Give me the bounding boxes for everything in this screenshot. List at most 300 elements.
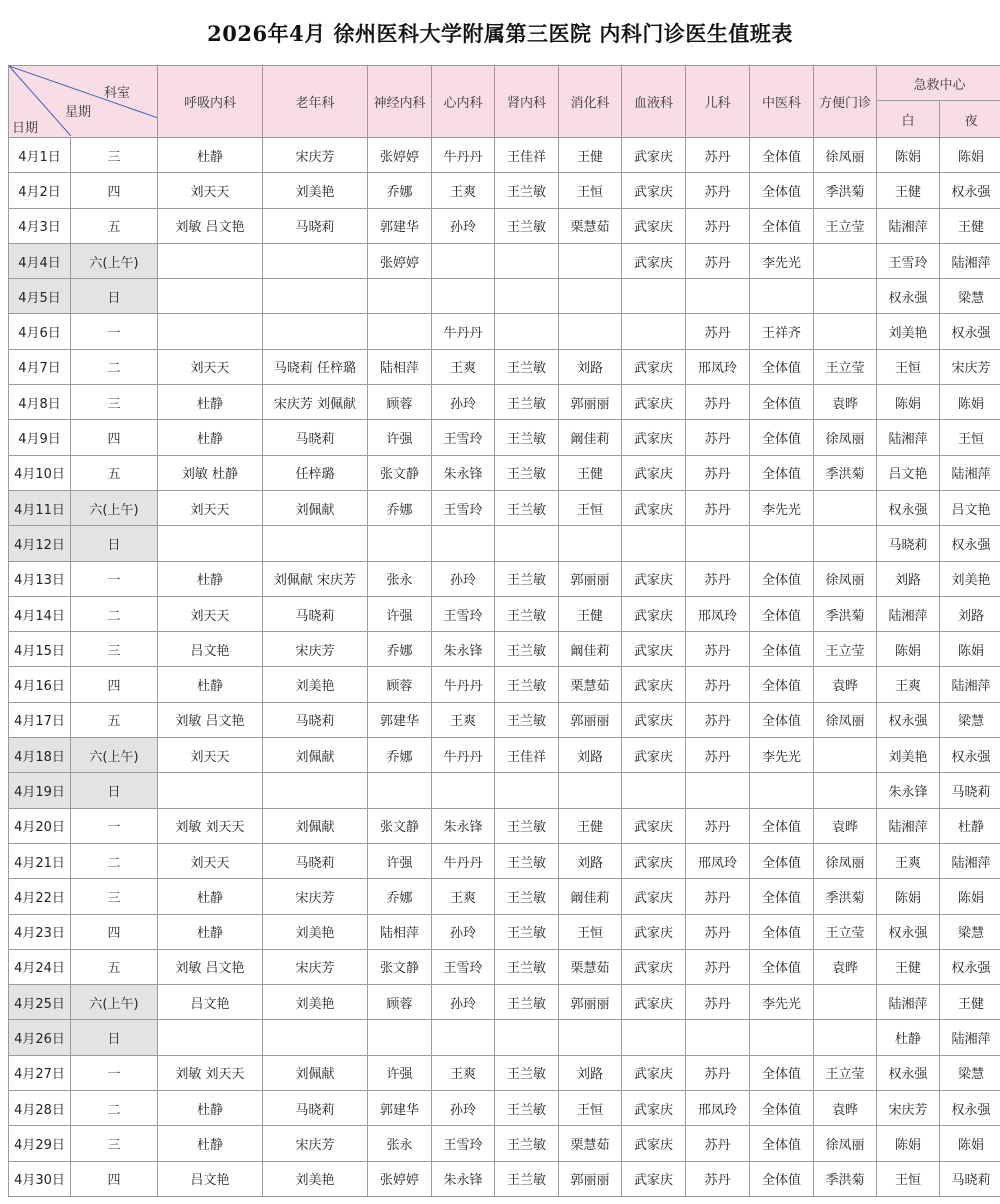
table-row bbox=[9, 702, 1000, 737]
dept-header: 老年科 bbox=[263, 66, 368, 138]
doctor-cell bbox=[559, 243, 622, 278]
doctor-cell: 全体值 bbox=[750, 1126, 814, 1161]
doctor-cell: 全体值 bbox=[750, 1091, 814, 1126]
doctor-cell: 王爽 bbox=[432, 173, 495, 208]
date-cell: 4月11日 bbox=[9, 490, 71, 525]
doctor-cell: 袁晔 bbox=[814, 1091, 877, 1126]
doctor-cell: 牛丹丹 bbox=[432, 667, 495, 702]
doctor-cell: 苏丹 bbox=[686, 173, 750, 208]
doctor-cell: 马晓莉 bbox=[263, 596, 368, 631]
page-title: 2026年4月 徐州医科大学附属第三医院 内科门诊医生值班表 bbox=[207, 21, 793, 46]
doctor-cell: 苏丹 bbox=[686, 561, 750, 596]
doctor-cell: 刘敏 刘天天 bbox=[158, 1055, 263, 1090]
weekday-cell: 六(上午) bbox=[71, 985, 158, 1020]
doctor-cell bbox=[368, 279, 432, 314]
doctor-cell: 王立莹 bbox=[814, 1055, 877, 1090]
doctor-cell: 牛丹丹 bbox=[432, 738, 495, 773]
date-cell: 4月4日 bbox=[9, 243, 71, 278]
doctor-cell: 刘天天 bbox=[158, 349, 263, 384]
doctor-cell: 季洪菊 bbox=[814, 596, 877, 631]
doctor-cell: 刘美艳 bbox=[263, 1161, 368, 1196]
table-row bbox=[9, 596, 1000, 631]
doctor-cell bbox=[495, 773, 559, 808]
doctor-cell: 郭建华 bbox=[368, 1091, 432, 1126]
doctor-cell: 武家庆 bbox=[622, 455, 686, 490]
doctor-cell: 苏丹 bbox=[686, 420, 750, 455]
doctor-cell: 张永 bbox=[368, 561, 432, 596]
doctor-cell: 季洪菊 bbox=[814, 1161, 877, 1196]
doctor-cell: 朱永锋 bbox=[432, 1161, 495, 1196]
doctor-cell: 郭建华 bbox=[368, 702, 432, 737]
doctor-cell: 郭丽丽 bbox=[559, 385, 622, 420]
weekday-cell: 六(上午) bbox=[71, 490, 158, 525]
doctor-cell bbox=[158, 773, 263, 808]
doctor-cell: 武家庆 bbox=[622, 208, 686, 243]
doctor-cell: 朱永锋 bbox=[432, 632, 495, 667]
weekday-cell: 五 bbox=[71, 455, 158, 490]
table-row bbox=[9, 279, 1000, 314]
date-cell: 4月13日 bbox=[9, 561, 71, 596]
doctor-cell: 张婷婷 bbox=[368, 243, 432, 278]
doctor-cell: 王兰敏 bbox=[495, 596, 559, 631]
doctor-cell: 杜静 bbox=[158, 1091, 263, 1126]
corner-dept-label: 科室 bbox=[104, 86, 131, 101]
table-row bbox=[9, 314, 1000, 349]
doctor-cell: 全体值 bbox=[750, 420, 814, 455]
table-row bbox=[9, 914, 1000, 949]
doctor-cell: 苏丹 bbox=[686, 632, 750, 667]
doctor-cell: 王兰敏 bbox=[495, 702, 559, 737]
doctor-cell: 苏丹 bbox=[686, 702, 750, 737]
doctor-cell: 权永强 bbox=[877, 490, 940, 525]
table-row bbox=[9, 1055, 1000, 1090]
doctor-cell: 苏丹 bbox=[686, 1055, 750, 1090]
date-cell: 4月14日 bbox=[9, 596, 71, 631]
doctor-cell: 阚佳莉 bbox=[559, 420, 622, 455]
doctor-cell: 武家庆 bbox=[622, 385, 686, 420]
doctor-cell: 苏丹 bbox=[686, 914, 750, 949]
doctor-cell: 袁晔 bbox=[814, 808, 877, 843]
doctor-cell: 顾蓉 bbox=[368, 667, 432, 702]
weekday-cell: 三 bbox=[71, 1126, 158, 1161]
doctor-cell bbox=[559, 526, 622, 561]
weekday-cell: 四 bbox=[71, 667, 158, 702]
doctor-cell: 武家庆 bbox=[622, 985, 686, 1020]
doctor-cell: 武家庆 bbox=[622, 420, 686, 455]
doctor-cell bbox=[750, 279, 814, 314]
doctor-cell: 王恒 bbox=[559, 914, 622, 949]
dept-header: 消化科 bbox=[559, 66, 622, 138]
doctor-cell: 吕文艳 bbox=[158, 632, 263, 667]
doctor-cell bbox=[814, 279, 877, 314]
doctor-cell: 权永强 bbox=[877, 702, 940, 737]
doctor-cell: 权永强 bbox=[940, 314, 1000, 349]
doctor-cell: 陆湘萍 bbox=[877, 985, 940, 1020]
doctor-cell bbox=[263, 526, 368, 561]
doctor-cell: 马晓莉 bbox=[263, 843, 368, 878]
doctor-cell: 武家庆 bbox=[622, 561, 686, 596]
doctor-cell: 王健 bbox=[877, 173, 940, 208]
doctor-cell bbox=[432, 243, 495, 278]
table-row bbox=[9, 173, 1000, 208]
table-row bbox=[9, 738, 1000, 773]
doctor-cell: 苏丹 bbox=[686, 808, 750, 843]
date-cell: 4月22日 bbox=[9, 879, 71, 914]
weekday-cell: 二 bbox=[71, 596, 158, 631]
doctor-cell: 王立莹 bbox=[814, 349, 877, 384]
doctor-cell: 刘美艳 bbox=[263, 914, 368, 949]
doctor-cell: 杜静 bbox=[158, 879, 263, 914]
doctor-cell: 王雪玲 bbox=[432, 596, 495, 631]
table-row bbox=[9, 949, 1000, 984]
weekday-cell: 四 bbox=[71, 1161, 158, 1196]
table-row bbox=[9, 1161, 1000, 1196]
doctor-cell: 陆湘萍 bbox=[940, 667, 1000, 702]
doctor-cell: 武家庆 bbox=[622, 349, 686, 384]
doctor-cell: 马晓莉 bbox=[263, 702, 368, 737]
doctor-cell: 乔娜 bbox=[368, 490, 432, 525]
doctor-cell: 王爽 bbox=[432, 879, 495, 914]
doctor-cell: 全体值 bbox=[750, 349, 814, 384]
doctor-cell: 武家庆 bbox=[622, 596, 686, 631]
doctor-cell: 王恒 bbox=[940, 420, 1000, 455]
doctor-cell: 袁晔 bbox=[814, 949, 877, 984]
doctor-cell: 王恒 bbox=[877, 349, 940, 384]
table-row bbox=[9, 1020, 1000, 1055]
dept-header: 儿科 bbox=[686, 66, 750, 138]
doctor-cell: 季洪菊 bbox=[814, 879, 877, 914]
doctor-cell: 孙玲 bbox=[432, 208, 495, 243]
doctor-cell: 王兰敏 bbox=[495, 879, 559, 914]
doctor-cell: 陆湘萍 bbox=[877, 596, 940, 631]
doctor-cell: 陈娟 bbox=[877, 138, 940, 173]
weekday-cell: 一 bbox=[71, 561, 158, 596]
doctor-cell: 全体值 bbox=[750, 949, 814, 984]
doctor-cell: 武家庆 bbox=[622, 949, 686, 984]
doctor-cell: 王兰敏 bbox=[495, 843, 559, 878]
weekday-cell: 五 bbox=[71, 208, 158, 243]
date-cell: 4月25日 bbox=[9, 985, 71, 1020]
doctor-cell bbox=[495, 243, 559, 278]
doctor-cell: 苏丹 bbox=[686, 1126, 750, 1161]
dept-header: 中医科 bbox=[750, 66, 814, 138]
doctor-cell: 王兰敏 bbox=[495, 173, 559, 208]
doctor-cell: 郭丽丽 bbox=[559, 561, 622, 596]
doctor-cell: 张文静 bbox=[368, 808, 432, 843]
doctor-cell: 刘天天 bbox=[158, 490, 263, 525]
doctor-cell: 陆湘萍 bbox=[940, 1020, 1000, 1055]
doctor-cell: 朱永锋 bbox=[432, 455, 495, 490]
doctor-cell: 邢凤玲 bbox=[686, 843, 750, 878]
date-cell: 4月18日 bbox=[9, 738, 71, 773]
doctor-cell: 权永强 bbox=[940, 1091, 1000, 1126]
doctor-cell: 徐凤丽 bbox=[814, 561, 877, 596]
doctor-cell: 马晓莉 bbox=[940, 1161, 1000, 1196]
doctor-cell bbox=[622, 773, 686, 808]
table-row bbox=[9, 1126, 1000, 1161]
doctor-cell: 陈娟 bbox=[877, 879, 940, 914]
date-cell: 4月20日 bbox=[9, 808, 71, 843]
weekday-cell: 一 bbox=[71, 314, 158, 349]
doctor-cell: 徐凤丽 bbox=[814, 702, 877, 737]
doctor-cell bbox=[750, 773, 814, 808]
doctor-cell: 权永强 bbox=[940, 173, 1000, 208]
corner-weekday-label: 星期 bbox=[65, 105, 92, 120]
date-cell: 4月24日 bbox=[9, 949, 71, 984]
doctor-cell bbox=[686, 526, 750, 561]
doctor-cell: 刘敏 刘天天 bbox=[158, 808, 263, 843]
table-row bbox=[9, 1091, 1000, 1126]
doctor-cell: 刘佩献 宋庆芳 bbox=[263, 561, 368, 596]
doctor-cell: 杜静 bbox=[940, 808, 1000, 843]
date-cell: 4月27日 bbox=[9, 1055, 71, 1090]
doctor-cell: 王恒 bbox=[559, 490, 622, 525]
doctor-cell: 阚佳莉 bbox=[559, 879, 622, 914]
doctor-cell: 邢凤玲 bbox=[686, 596, 750, 631]
emergency-header: 急救中心 bbox=[877, 66, 1000, 101]
doctor-cell: 苏丹 bbox=[686, 490, 750, 525]
doctor-cell: 王立莹 bbox=[814, 208, 877, 243]
doctor-cell bbox=[368, 314, 432, 349]
doctor-cell: 权永强 bbox=[877, 279, 940, 314]
doctor-cell: 王恒 bbox=[559, 1091, 622, 1126]
doctor-cell: 刘路 bbox=[559, 738, 622, 773]
table-row bbox=[9, 138, 1000, 173]
doctor-cell bbox=[495, 1020, 559, 1055]
doctor-cell bbox=[622, 1020, 686, 1055]
table-row bbox=[9, 349, 1000, 384]
doctor-cell: 王雪玲 bbox=[432, 949, 495, 984]
doctor-cell: 王雪玲 bbox=[877, 243, 940, 278]
doctor-cell: 牛丹丹 bbox=[432, 314, 495, 349]
weekday-cell: 二 bbox=[71, 1091, 158, 1126]
date-cell: 4月7日 bbox=[9, 349, 71, 384]
doctor-cell: 王兰敏 bbox=[495, 420, 559, 455]
doctor-cell: 乔娜 bbox=[368, 738, 432, 773]
date-cell: 4月29日 bbox=[9, 1126, 71, 1161]
weekday-cell: 四 bbox=[71, 914, 158, 949]
doctor-cell bbox=[814, 1020, 877, 1055]
doctor-cell: 王兰敏 bbox=[495, 914, 559, 949]
doctor-cell: 王佳祥 bbox=[495, 738, 559, 773]
doctor-cell: 王兰敏 bbox=[495, 561, 559, 596]
table-row bbox=[9, 243, 1000, 278]
doctor-cell: 苏丹 bbox=[686, 138, 750, 173]
doctor-cell: 孙玲 bbox=[432, 914, 495, 949]
doctor-cell: 刘美艳 bbox=[263, 985, 368, 1020]
table-row bbox=[9, 420, 1000, 455]
doctor-cell: 宋庆芳 bbox=[263, 879, 368, 914]
weekday-cell: 日 bbox=[71, 279, 158, 314]
doctor-cell: 张文静 bbox=[368, 455, 432, 490]
doctor-cell bbox=[686, 279, 750, 314]
doctor-cell: 陈娟 bbox=[940, 1126, 1000, 1161]
doctor-cell: 王兰敏 bbox=[495, 1055, 559, 1090]
doctor-cell: 李先光 bbox=[750, 243, 814, 278]
doctor-cell: 武家庆 bbox=[622, 243, 686, 278]
table-row bbox=[9, 385, 1000, 420]
date-cell: 4月19日 bbox=[9, 773, 71, 808]
dept-header: 肾内科 bbox=[495, 66, 559, 138]
doctor-cell: 吕文艳 bbox=[158, 1161, 263, 1196]
doctor-cell bbox=[432, 526, 495, 561]
doctor-cell: 陈娟 bbox=[940, 879, 1000, 914]
weekday-cell: 三 bbox=[71, 879, 158, 914]
doctor-cell: 马晓莉 bbox=[263, 208, 368, 243]
doctor-cell: 武家庆 bbox=[622, 1091, 686, 1126]
doctor-cell: 苏丹 bbox=[686, 243, 750, 278]
doctor-cell: 王兰敏 bbox=[495, 985, 559, 1020]
doctor-cell: 刘路 bbox=[559, 1055, 622, 1090]
weekday-cell: 五 bbox=[71, 702, 158, 737]
doctor-cell: 王爽 bbox=[432, 1055, 495, 1090]
doctor-cell: 许强 bbox=[368, 1055, 432, 1090]
weekday-cell: 六(上午) bbox=[71, 243, 158, 278]
table-row bbox=[9, 455, 1000, 490]
doctor-cell: 吕文艳 bbox=[877, 455, 940, 490]
doctor-cell: 王兰敏 bbox=[495, 632, 559, 667]
doctor-cell: 苏丹 bbox=[686, 879, 750, 914]
doctor-cell: 陆相萍 bbox=[368, 349, 432, 384]
doctor-cell: 季洪菊 bbox=[814, 455, 877, 490]
doctor-cell: 袁晔 bbox=[814, 667, 877, 702]
doctor-cell: 栗慧茹 bbox=[559, 949, 622, 984]
doctor-cell bbox=[263, 773, 368, 808]
doctor-cell: 武家庆 bbox=[622, 173, 686, 208]
doctor-cell: 杜静 bbox=[158, 138, 263, 173]
date-cell: 4月21日 bbox=[9, 843, 71, 878]
doctor-cell: 王恒 bbox=[877, 1161, 940, 1196]
table-row bbox=[9, 490, 1000, 525]
doctor-cell: 孙玲 bbox=[432, 1091, 495, 1126]
date-cell: 4月15日 bbox=[9, 632, 71, 667]
doctor-cell bbox=[495, 314, 559, 349]
doctor-cell: 刘路 bbox=[877, 561, 940, 596]
doctor-cell: 张婷婷 bbox=[368, 138, 432, 173]
doctor-cell: 武家庆 bbox=[622, 738, 686, 773]
doctor-cell bbox=[686, 1020, 750, 1055]
date-cell: 4月23日 bbox=[9, 914, 71, 949]
doctor-cell: 苏丹 bbox=[686, 985, 750, 1020]
doctor-cell: 全体值 bbox=[750, 561, 814, 596]
table-row bbox=[9, 667, 1000, 702]
doctor-cell: 郭丽丽 bbox=[559, 702, 622, 737]
doctor-cell: 全体值 bbox=[750, 667, 814, 702]
doctor-cell: 武家庆 bbox=[622, 138, 686, 173]
doctor-cell: 全体值 bbox=[750, 596, 814, 631]
doctor-cell: 武家庆 bbox=[622, 808, 686, 843]
doctor-cell: 刘敏 吕文艳 bbox=[158, 208, 263, 243]
doctor-cell: 王立莹 bbox=[814, 914, 877, 949]
doctor-cell: 全体值 bbox=[750, 632, 814, 667]
date-cell: 4月12日 bbox=[9, 526, 71, 561]
doctor-cell: 全体值 bbox=[750, 208, 814, 243]
doctor-cell bbox=[495, 279, 559, 314]
doctor-cell: 苏丹 bbox=[686, 667, 750, 702]
doctor-cell bbox=[263, 243, 368, 278]
doctor-cell: 许强 bbox=[368, 843, 432, 878]
doctor-cell: 王健 bbox=[559, 808, 622, 843]
roster-body bbox=[9, 138, 1000, 1197]
doctor-cell: 张文静 bbox=[368, 949, 432, 984]
doctor-cell: 王健 bbox=[940, 985, 1000, 1020]
doctor-cell: 吕文艳 bbox=[158, 985, 263, 1020]
doctor-cell bbox=[432, 773, 495, 808]
doctor-cell: 牛丹丹 bbox=[432, 843, 495, 878]
doctor-cell: 刘佩献 bbox=[263, 738, 368, 773]
doctor-cell: 王兰敏 bbox=[495, 490, 559, 525]
doctor-cell: 全体值 bbox=[750, 702, 814, 737]
day-shift-header: 白 bbox=[877, 101, 940, 138]
doctor-cell: 王立莹 bbox=[814, 632, 877, 667]
doctor-cell: 杜静 bbox=[158, 561, 263, 596]
doctor-cell: 朱永锋 bbox=[877, 773, 940, 808]
doctor-cell: 权永强 bbox=[940, 949, 1000, 984]
doctor-cell: 王爽 bbox=[877, 843, 940, 878]
doctor-cell: 刘美艳 bbox=[263, 173, 368, 208]
doctor-cell: 马晓莉 bbox=[940, 773, 1000, 808]
doctor-cell: 王健 bbox=[877, 949, 940, 984]
doctor-cell: 王兰敏 bbox=[495, 1126, 559, 1161]
weekday-cell: 一 bbox=[71, 808, 158, 843]
table-row bbox=[9, 208, 1000, 243]
date-cell: 4月28日 bbox=[9, 1091, 71, 1126]
doctor-cell: 孙玲 bbox=[432, 385, 495, 420]
doctor-cell: 王佳祥 bbox=[495, 138, 559, 173]
date-cell: 4月10日 bbox=[9, 455, 71, 490]
doctor-cell: 陆湘萍 bbox=[940, 243, 1000, 278]
doctor-cell: 武家庆 bbox=[622, 632, 686, 667]
doctor-cell: 王健 bbox=[559, 596, 622, 631]
doctor-cell: 陆湘萍 bbox=[940, 455, 1000, 490]
doctor-cell: 权永强 bbox=[877, 914, 940, 949]
doctor-cell: 刘敏 吕文艳 bbox=[158, 702, 263, 737]
doctor-cell bbox=[686, 773, 750, 808]
doctor-cell: 王兰敏 bbox=[495, 455, 559, 490]
doctor-cell: 武家庆 bbox=[622, 914, 686, 949]
doctor-cell: 刘美艳 bbox=[263, 667, 368, 702]
date-cell: 4月2日 bbox=[9, 173, 71, 208]
doctor-cell: 宋庆芳 bbox=[877, 1091, 940, 1126]
doctor-cell: 王恒 bbox=[559, 173, 622, 208]
dept-header: 血液科 bbox=[622, 66, 686, 138]
weekday-cell: 二 bbox=[71, 349, 158, 384]
doctor-cell: 王雪玲 bbox=[432, 420, 495, 455]
doctor-cell: 武家庆 bbox=[622, 1161, 686, 1196]
doctor-cell: 李先光 bbox=[750, 985, 814, 1020]
corner-header-cell bbox=[9, 66, 158, 138]
duty-roster-table bbox=[8, 65, 1000, 1197]
doctor-cell: 武家庆 bbox=[622, 667, 686, 702]
doctor-cell bbox=[750, 1020, 814, 1055]
doctor-cell: 刘美艳 bbox=[940, 561, 1000, 596]
doctor-cell: 陈娟 bbox=[940, 385, 1000, 420]
doctor-cell: 王兰敏 bbox=[495, 949, 559, 984]
doctor-cell: 宋庆芳 bbox=[263, 1126, 368, 1161]
doctor-cell: 马晓莉 任梓璐 bbox=[263, 349, 368, 384]
doctor-cell bbox=[368, 773, 432, 808]
weekday-cell: 三 bbox=[71, 385, 158, 420]
doctor-cell: 苏丹 bbox=[686, 949, 750, 984]
doctor-cell bbox=[559, 773, 622, 808]
doctor-cell: 许强 bbox=[368, 420, 432, 455]
doctor-cell: 杜静 bbox=[158, 385, 263, 420]
doctor-cell: 宋庆芳 bbox=[263, 632, 368, 667]
table-row bbox=[9, 985, 1000, 1020]
doctor-cell: 刘佩献 bbox=[263, 1055, 368, 1090]
doctor-cell: 许强 bbox=[368, 596, 432, 631]
doctor-cell: 季洪菊 bbox=[814, 173, 877, 208]
